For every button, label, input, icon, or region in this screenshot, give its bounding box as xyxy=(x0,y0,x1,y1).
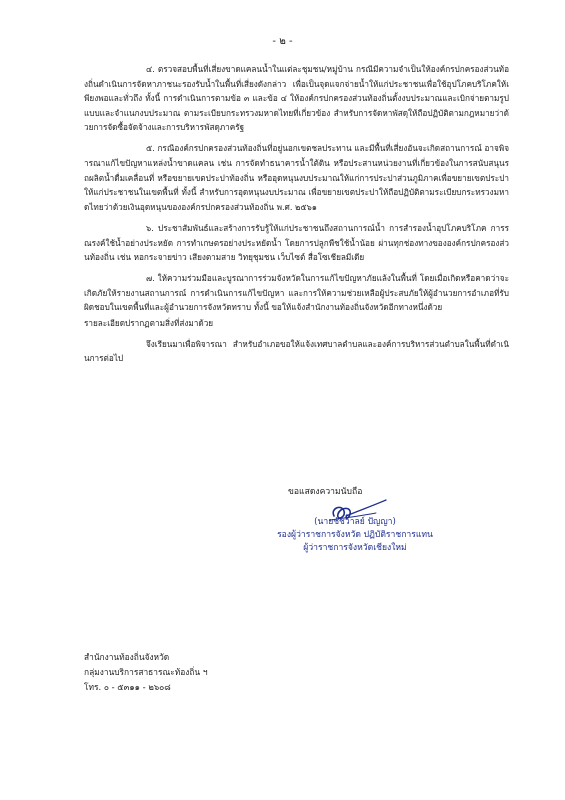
footer-office: สำนักงานท้องถิ่นจังหวัด xyxy=(84,652,170,662)
paragraph-item-7: ๗. ให้ความร่วมมือและบูรณาการร่วมจังหวัดในการแก้ไขปัญหาภัยแล้งในพื้นที่ โดยเมื่อเกิดหรือคาดว่าจะเกิดภัยให้รายงานสถานการณ์ การดำเนินการแก้ไขปัญหา และการให้ความช่วยเหลือผู้ประสบภัยให้ผู้อำนวยการอำเภอที่รับผิดชอบในเขตพื้นที่และผู้อำนวยการจังหวัดทราบ ทั้งนี้ ขอให้แจ้งสำนักงานท้องถิ่นจังหวัดอีกทางหนึ่งด้วย xyxy=(84,273,509,313)
footer-phone: โทร. ๐ - ๕๓๑๑ - ๒๖๐๘ xyxy=(84,681,171,692)
regards-text: ขอแสดงความนับถือ xyxy=(288,487,363,497)
signer-position: รองผู้ว่าราชการจังหวัด ปฏิบัติราชการแทน xyxy=(277,530,433,541)
signer-name: (นายชัชวาลย์ ปัญญา) xyxy=(314,517,396,527)
paragraph-item-5: ๕. กรณีองค์กรปกครองส่วนท้องถิ่นที่อยู่นอกเขตชลประทาน และมีพื้นที่เสี่ยงอันจะเกิดสถานการณ์ อาจพิจารณาแก้ไขปัญหาแหล่งน้ำขาดแคลน เช่น การจัดทำธนาคารน้ำใต้ดิน หรือประสานหน่วยงานที่เกี่ยวข้องในการสนับสนุนรถผลิตน้ำดื่มเคลื่อนที่ หรือขยายเขตประปาท้องถิ่น หรืออุดหนุนงบประมาณให้แก่การประปาส่วนภูมิภาคเพื่อขยายเขตประปาให้แก่ประชาชนในเขตพื้นที่ ทั้งนี้ สำหรับการอุดหนุนงบประมาณ เพื่อขยายเขตประปาให้ถือปฏิบัติตามระเบียบกระทรวงมหาดไทยว่าด้วยเงินอุดหนุนขององค์กรปกครองส่วนท้องถิ่น พ.ศ. ๒๕๖๑ xyxy=(84,143,509,212)
signer-block xyxy=(250,516,460,556)
footer-division: กลุ่มงานบริการสาธารณะท้องถิ่น ฯ xyxy=(84,666,208,677)
paragraph-item-6: ๖. ประชาสัมพันธ์และสร้างการรับรู้ให้แก่ประชาชนถึงสถานการณ์น้ำ การสำรองน้ำอุปโภคบริโภค การรณรงค์ใช้น้ำอย่างประหยัด การทำเกษตรอย่างประหยัดน้ำ โดยการปลูกพืชใช้น้ำน้อย ผ่านทุกช่องทางขององค์กรปกครองส่วนท้องถิ่น เช่น หอกระจายข่าว เสียงตามสาย วิทยุชุมชน เว็บไซต์ สื่อโซเชียลมีเดีย xyxy=(84,222,509,263)
details-line: รายละเอียดปรากฏตามสิ่งที่ส่งมาด้วย xyxy=(84,317,214,328)
paragraph-item-4: ๔. ตรวจสอบพื้นที่เสี่ยงขาดแคลนน้ำในแต่ละชุมชน/หมู่บ้าน กรณีมีความจำเป็นให้องค์กรปกครองส่วนท้องถิ่นดำเนินการจัดหาภาชนะรองรับน้ำในพื้นที่เสี่ยงดังกล่าว เพื่อเป็นจุดแจกจ่ายน้ำให้แก่ประชาชนเพื่อใช้อุปโภคบริโภคให้เพียงพอและทั่วถึง ทั้งนี้ การดำเนินการตามข้อ ๓ และข้อ ๔ ให้องค์กรปกครองส่วนท้องถิ่นตั้งงบประมาณและเบิกจ่ายตามรูปแบบและจำแนกงบประมาณ ตามระเบียบกระทรวงมหาดไทยที่เกี่ยวข้อง สำหรับการจัดหาพัสดุให้ถือปฏิบัติตามกฎหมายว่าด้วยการจัดซื้อจัดจ้างและการบริหารพัสดุภาครัฐ xyxy=(84,64,509,133)
closing-paragraph: จึงเรียนมาเพื่อพิจารณา สำหรับอำเภอขอให้แจ้งเทศบาลตำบลและองค์การบริหารส่วนตำบลในพื้นที่ดำเนินการต่อไป xyxy=(84,338,509,364)
signer-position-province: ผู้ว่าราชการจังหวัดเชียงใหม่ xyxy=(303,543,407,554)
footer-contact xyxy=(84,650,208,694)
page-number: - ๒ - xyxy=(272,36,293,47)
letter-body xyxy=(84,62,509,372)
